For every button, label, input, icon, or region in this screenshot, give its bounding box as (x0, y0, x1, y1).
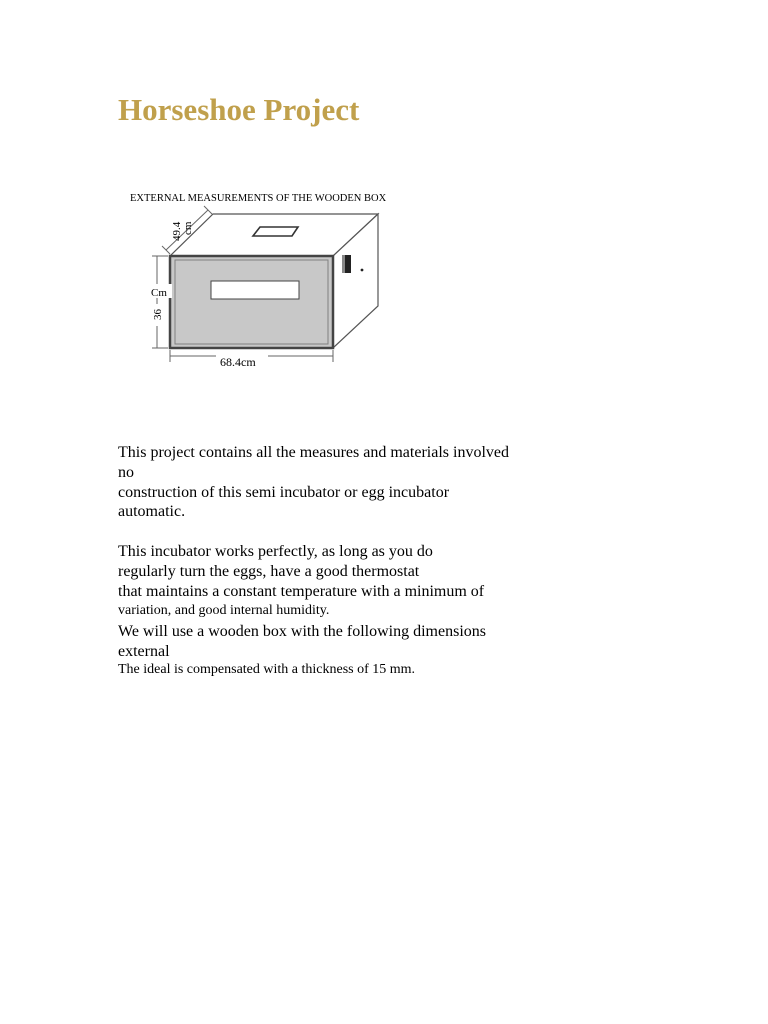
figure-caption: EXTERNAL MEASUREMENTS OF THE WOODEN BOX (130, 193, 387, 204)
body-line: that maintains a constant temperature with a minimum of (118, 583, 485, 600)
box-front-face (170, 256, 333, 348)
body-line: This project contains all the measures and materials involved (118, 444, 509, 461)
body-line: regularly turn the eggs, have a good thermostat (118, 563, 420, 580)
depth-value-label: 49.4 (171, 221, 183, 241)
wooden-box-diagram (120, 186, 400, 372)
body-line: automatic. (118, 503, 186, 520)
body-line: external (118, 643, 170, 660)
body-line: no (118, 464, 134, 481)
page-title: Horseshoe Project (118, 92, 360, 127)
body-line: We will use a wooden box with the following dimensions (118, 623, 486, 640)
height-value-label: 36 (152, 309, 164, 320)
front-window (211, 281, 299, 299)
wooden-box-drawing (120, 186, 400, 372)
body-line: This incubator works perfectly, as long as you do (118, 543, 433, 560)
body-line: The ideal is compensated with a thickness of 15 mm. (118, 662, 416, 677)
depth-unit-label: cm (182, 221, 194, 235)
height-unit-label: Cm (151, 287, 167, 299)
body-line: construction of this semi incubator or egg incubator (118, 484, 450, 501)
top-slot (253, 227, 298, 236)
width-label: 68.4cm (220, 355, 256, 369)
body-line: variation, and good internal humidity. (118, 603, 330, 618)
